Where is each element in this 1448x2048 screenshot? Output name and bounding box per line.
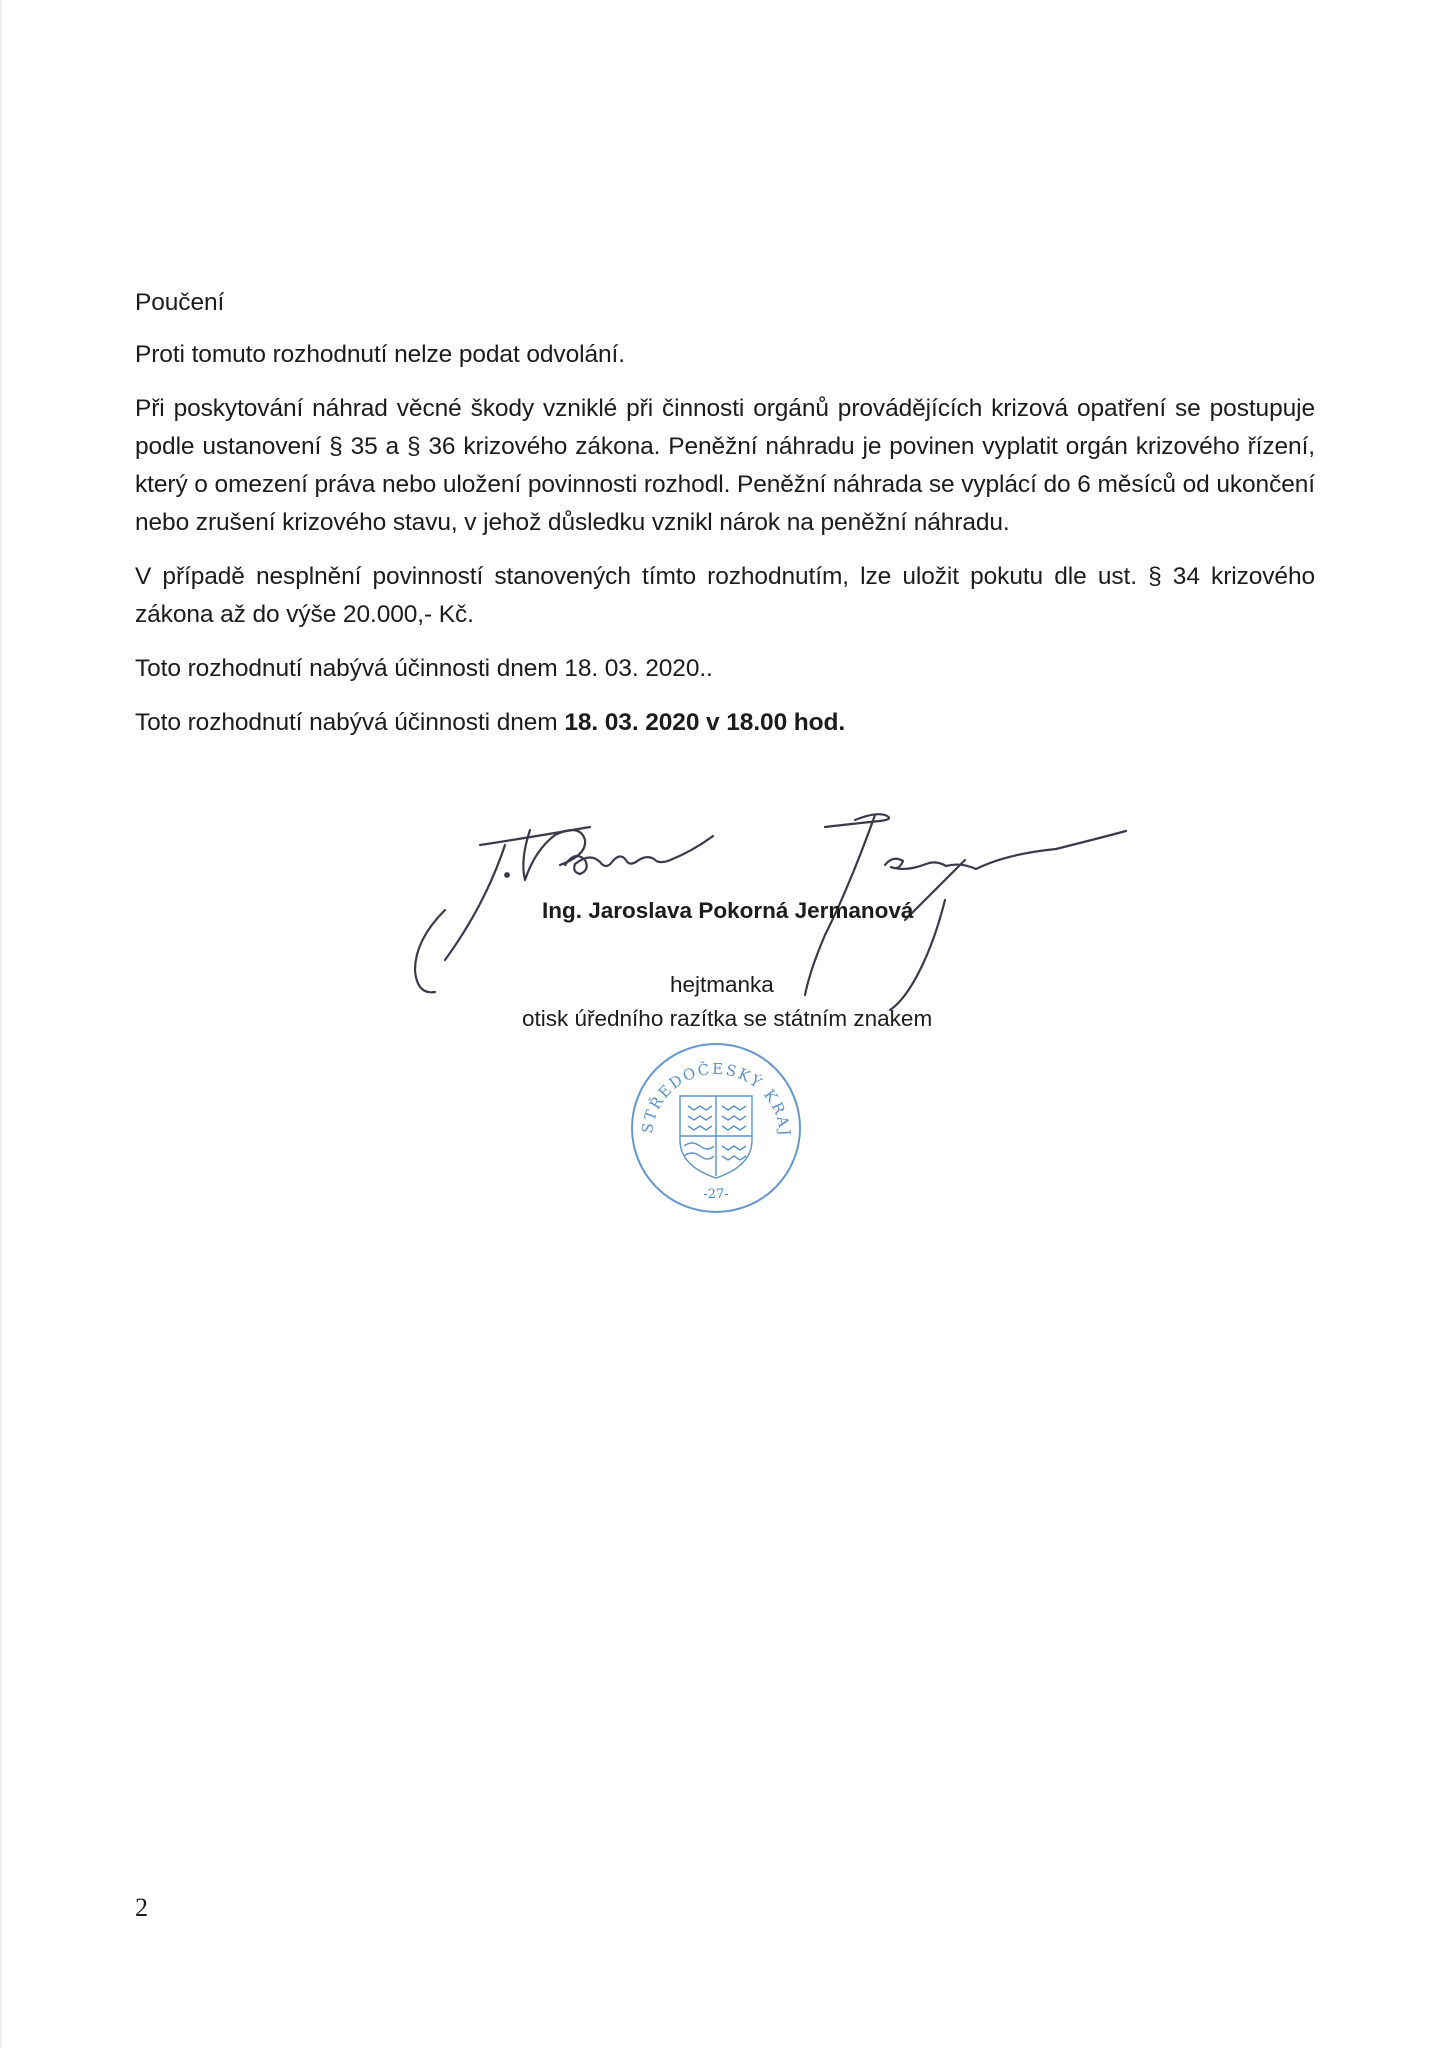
- page-edge: [0, 0, 3, 2048]
- paragraph-effective-datetime: [135, 704, 1315, 742]
- page-number: 2: [135, 1893, 148, 1922]
- stamp-note: otisk úředního razítka se státním znakem: [522, 1006, 933, 1031]
- stamp-number: -27-: [703, 1187, 729, 1202]
- effective-datetime: 18. 03. 2020 v 18.00 hod.: [564, 709, 846, 736]
- paragraph-penalty: V případě nesplnění povinností stanovených tímto rozhodnutím, lze uložit pokutu dle ust. § 34 krizového zákona až do výše 20.000,- Kč.: [135, 563, 1315, 628]
- svg-text:STŘEDOČESKÝ KRAJ: STŘEDOČESKÝ KRAJ: [638, 1059, 795, 1139]
- paragraph-no-appeal: Proti tomuto rozhodnutí nelze podat odvolání.: [135, 341, 625, 368]
- official-stamp: [628, 1040, 804, 1216]
- signer-name: Ing. Jaroslava Pokorná Jermanová: [542, 898, 914, 923]
- effective-prefix: Toto rozhodnutí nabývá účinnosti dnem: [135, 709, 565, 736]
- document-body: [135, 284, 1315, 758]
- signer-title: hejtmanka: [670, 972, 774, 997]
- paragraph-effective-date: Toto rozhodnutí nabývá účinnosti dnem 18. 03. 2020..: [135, 655, 713, 682]
- section-heading: Poučení: [135, 289, 225, 316]
- paragraph-compensation: Při poskytování náhrad věcné škody vzniklé při činnosti orgánů provádějících krizová opatření se postupuje podle ustanovení § 35 a § 36 krizového zákona. Peněžní náhradu je povinen vyplatit orgán krizového řízení, který o omezení práva nebo uložení povinnosti rozhodl. Peněžní náhrada se vyplácí do 6 měsíců od ukončení nebo zrušení krizového stavu, v jehož důsledku vznikl nárok na peněžní náhradu.: [135, 395, 1315, 536]
